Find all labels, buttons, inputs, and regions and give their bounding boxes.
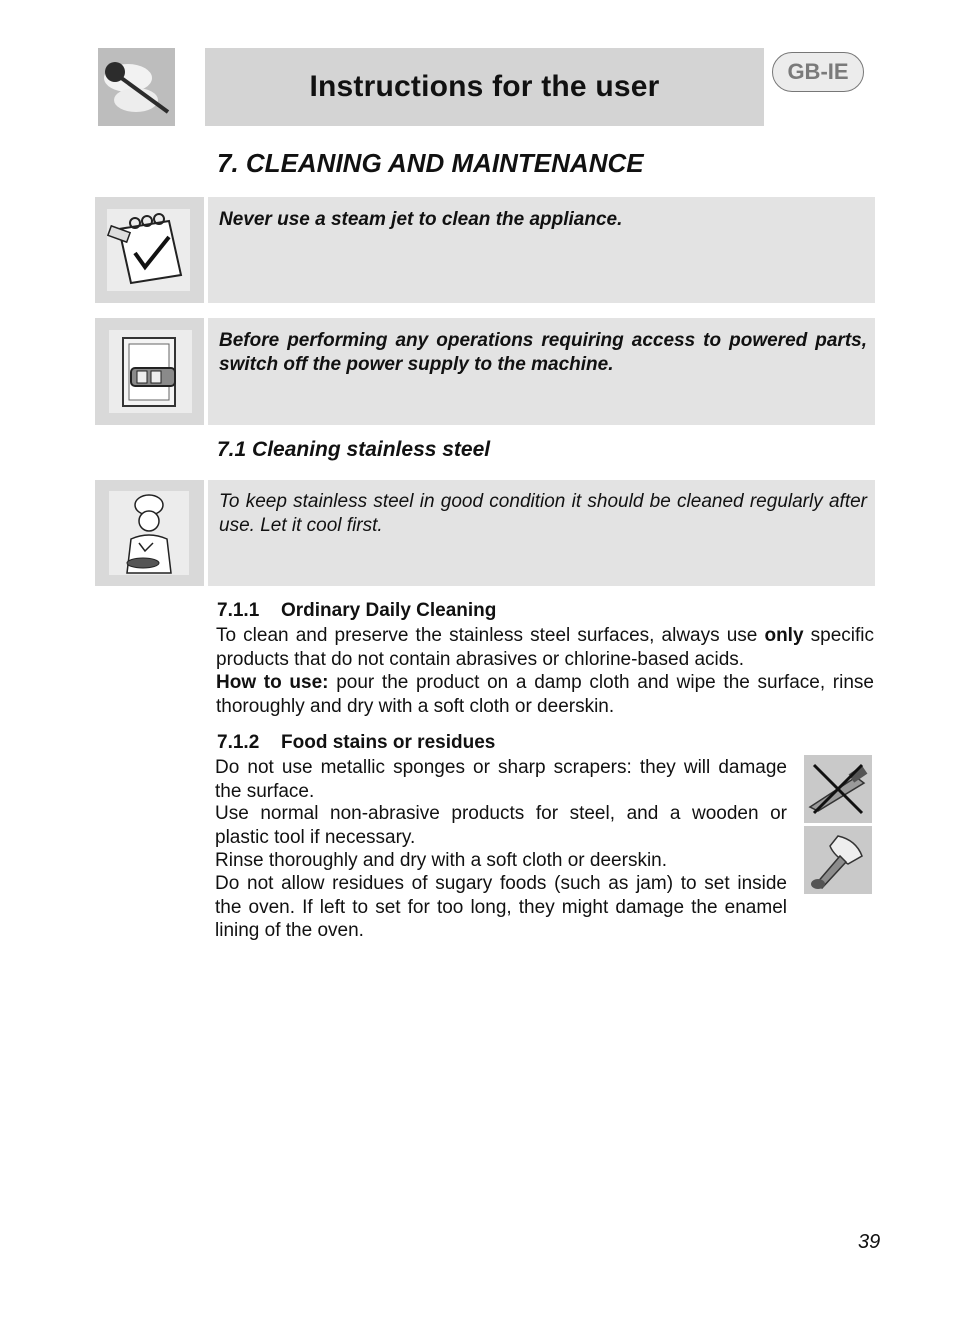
note-box xyxy=(208,197,875,303)
subsubsection-heading xyxy=(217,732,495,754)
checklist-notepad-icon xyxy=(107,209,190,291)
note-text: Before performing any operations requiring access to powered parts, switch off the power supply to the machine. xyxy=(219,330,867,375)
subsection-title: 7.1 Cleaning stainless steel xyxy=(217,438,491,461)
note-icon-cell xyxy=(95,197,204,303)
power-switch-icon xyxy=(109,330,192,413)
crossed-out-knife-icon xyxy=(804,755,872,823)
chef-spoon-logo-icon xyxy=(98,48,175,126)
subsubsection-title: Ordinary Daily Cleaning xyxy=(281,600,497,621)
paragraph: Do not allow residues of sugary foods (such as jam) to set inside the oven. If left to set for too long, they might damage the enamel lining of the oven. xyxy=(215,873,787,941)
paragraph: Use normal non-abrasive products for steel, and a wooden or plastic tool if necessary. xyxy=(215,803,787,848)
note-text: Never use a steam jet to clean the appliance. xyxy=(219,209,623,230)
paragraph xyxy=(216,624,874,671)
text-run: pour the product on a damp cloth and wipe the surface, rinse thoroughly and dry with a soft cloth or deerskin. xyxy=(216,672,874,717)
region-badge xyxy=(772,52,864,92)
subsubsection-number: 7.1.2 xyxy=(217,732,260,753)
subsubsection-title: Food stains or residues xyxy=(281,732,496,753)
region-badge-label: GB-IE xyxy=(787,59,849,84)
note-box xyxy=(208,480,875,586)
subsubsection-heading xyxy=(217,600,496,622)
section-title: 7. CLEANING AND MAINTENANCE xyxy=(217,148,644,178)
text-run: To clean and preserve the stainless steel surfaces, always use xyxy=(216,625,765,646)
emphasis: How to use: xyxy=(216,672,329,693)
paragraph xyxy=(216,671,874,718)
note-box xyxy=(208,318,875,425)
paragraph: Do not use metallic sponges or sharp scrapers: they will damage the surface. xyxy=(215,757,787,802)
chef-cooking-icon xyxy=(109,491,189,575)
subsubsection-number: 7.1.1 xyxy=(217,600,260,621)
hand-wiping-tool-icon xyxy=(804,826,872,894)
header-title-bar xyxy=(205,48,764,126)
emphasis: only xyxy=(764,625,804,646)
note-text: To keep stainless steel in good condition it should be cleaned regularly after use. Let it cool first. xyxy=(219,491,867,536)
text-run: specific products that do not contain abrasives or chlorine-based acids. xyxy=(216,625,874,670)
page-header-title: Instructions for the user xyxy=(309,70,660,103)
paragraph: Rinse thoroughly and dry with a soft cloth or deerskin. xyxy=(215,850,668,871)
note-icon-cell xyxy=(95,318,204,425)
note-icon-cell xyxy=(95,480,204,586)
page-number: 39 xyxy=(858,1231,881,1253)
